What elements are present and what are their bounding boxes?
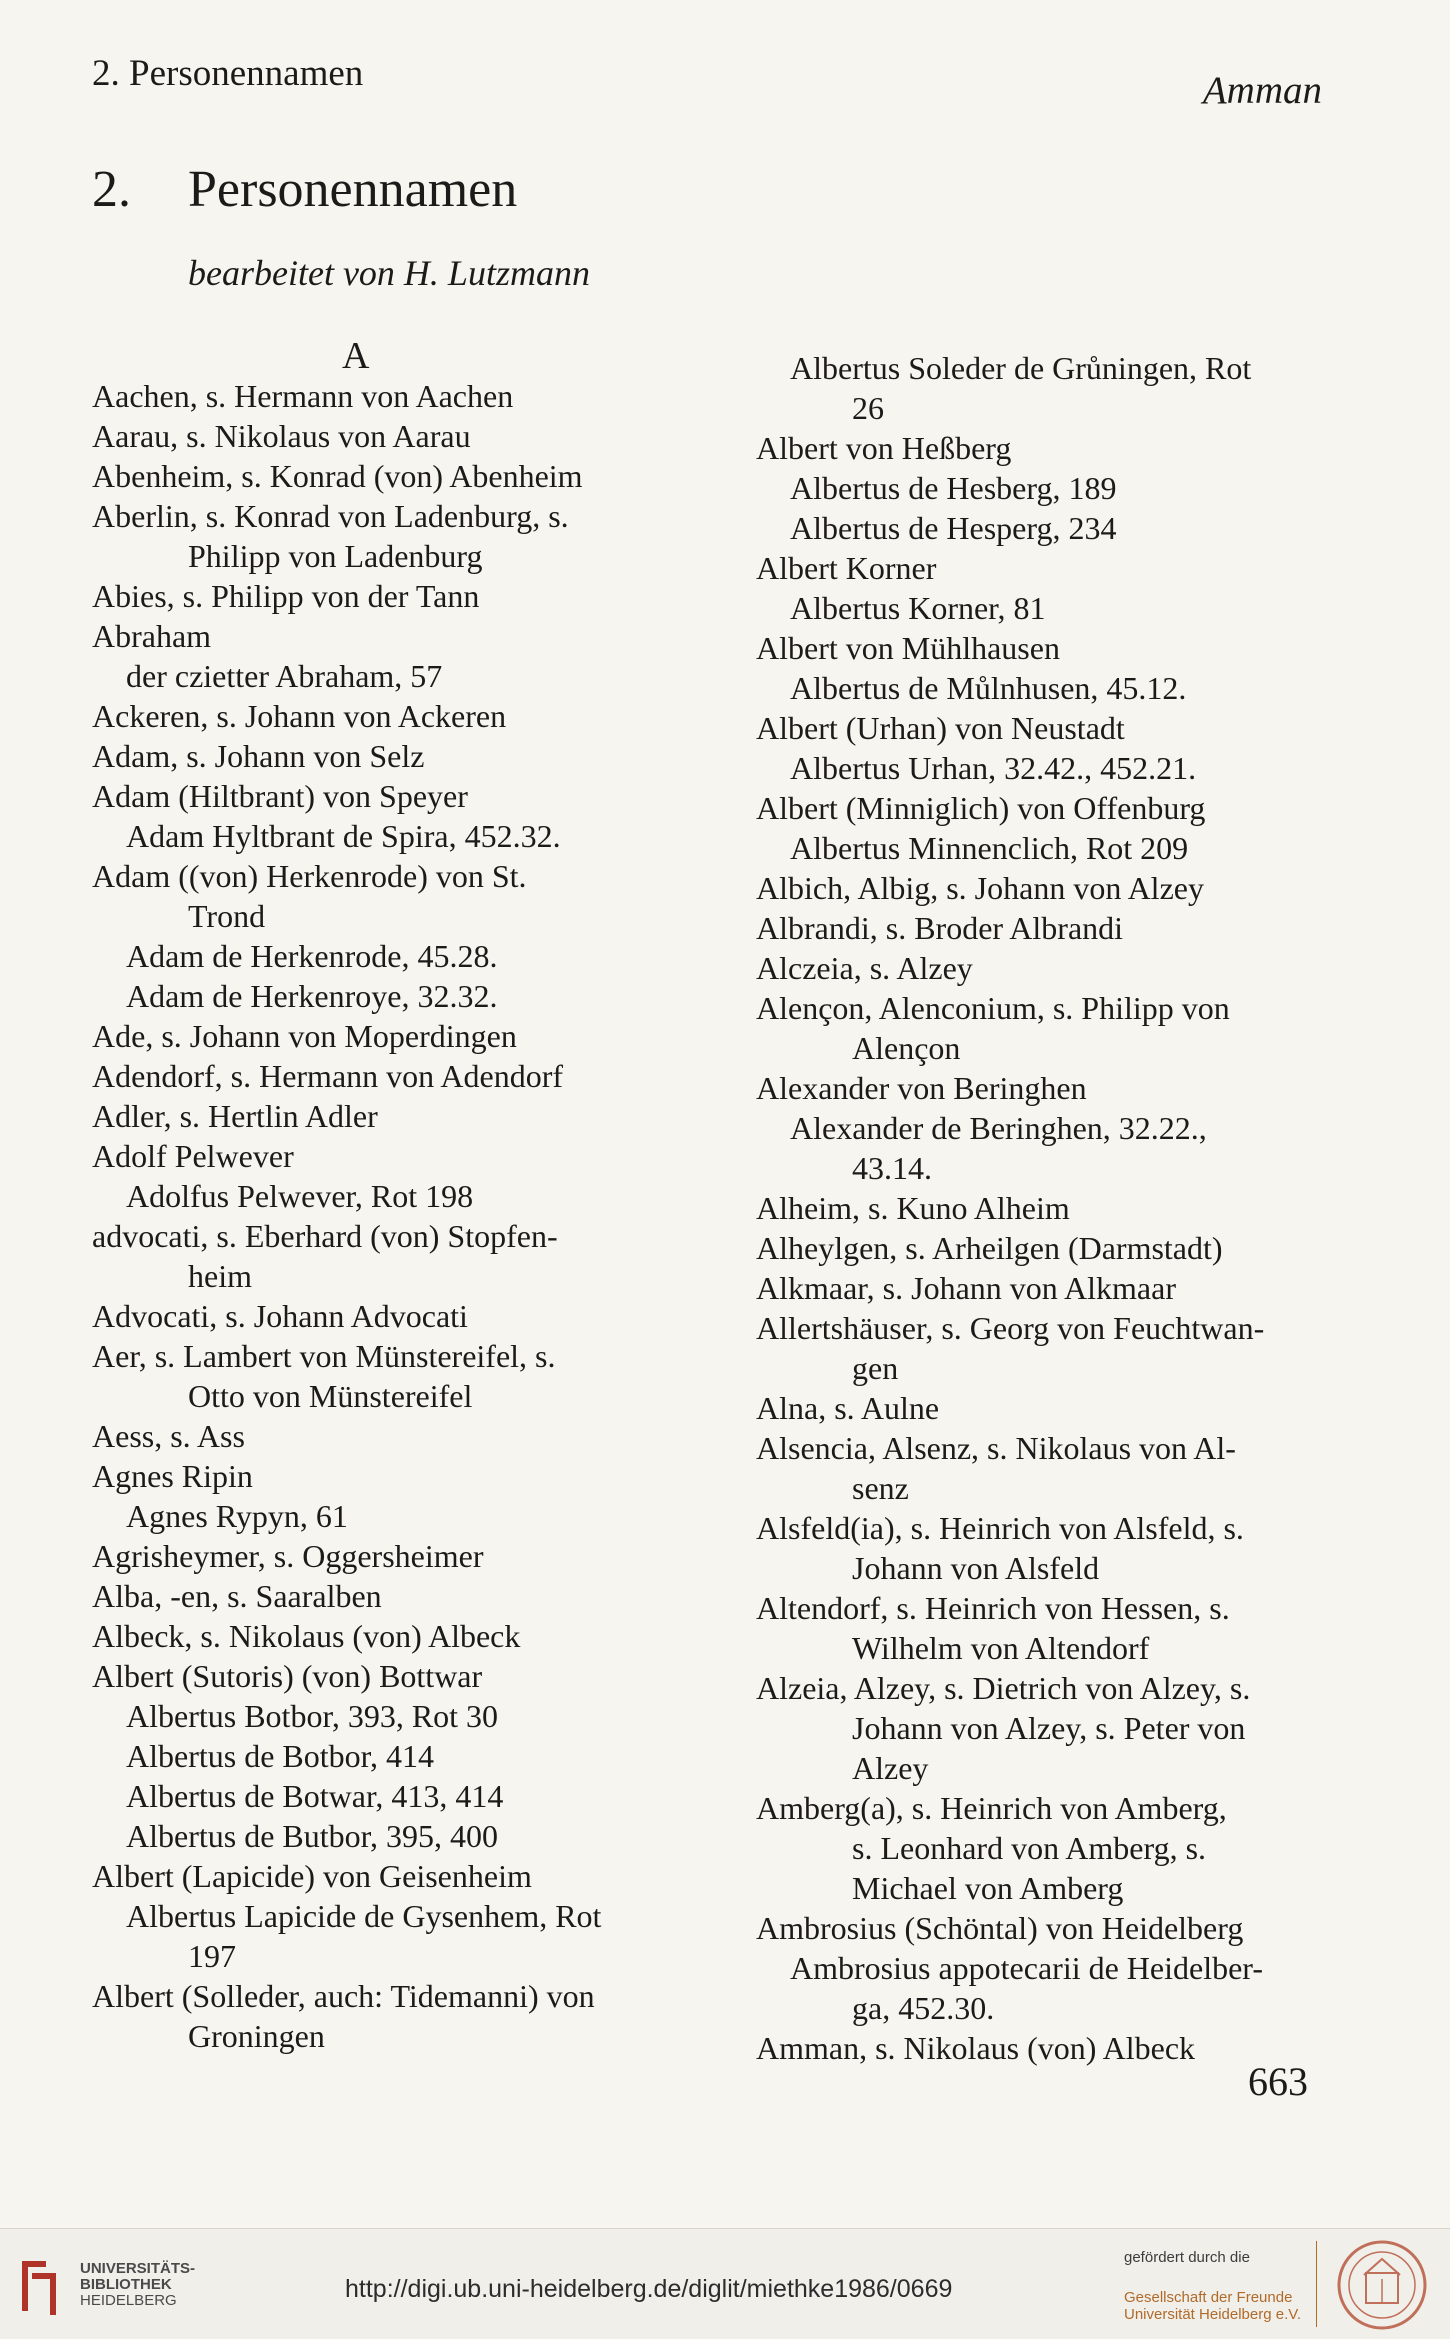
index-entry-line: Wilhelm von Altendorf (852, 1630, 1150, 1666)
sponsor-name-line: Gesellschaft der Freunde (1124, 2289, 1293, 2306)
index-entry-line: Albert (Lapicide) von Geisenheim (92, 1858, 532, 1894)
index-entry-line: Adolfus Pelwever, Rot 198 (126, 1178, 474, 1214)
library-name (80, 2261, 195, 2309)
index-entry-line: Albich, Albig, s. Johann von Alzey (756, 870, 1204, 906)
index-entry-line: Allertshäuser, s. Georg von Feuchtwan- (756, 1310, 1265, 1346)
index-entry-line: Albertus Urhan, 32.42., 452.21. (790, 750, 1197, 786)
index-entry-line: 43.14. (852, 1150, 932, 1186)
index-entry-line: Adam de Herkenrode, 45.28. (126, 938, 498, 974)
index-entry-line: Alna, s. Aulne (756, 1390, 940, 1426)
index-entry-line: Adam (Hiltbrant) von Speyer (92, 778, 468, 814)
sponsor-name (1124, 2289, 1301, 2323)
index-entry-line: Johann von Alzey, s. Peter von (852, 1710, 1246, 1746)
index-entry-line: Adam de Herkenroye, 32.32. (126, 978, 498, 1014)
running-header-left: 2. Personennamen (92, 53, 364, 94)
index-entry-line: Albert (Minniglich) von Offenburg (756, 790, 1206, 826)
index-entry-line: Aarau, s. Nikolaus von Aarau (92, 418, 471, 454)
index-entry-line: Albertus Botbor, 393, Rot 30 (126, 1698, 499, 1734)
index-entry-line: Albertus Soleder de Grůningen, Rot (790, 350, 1252, 386)
index-entry-line: Alba, -en, s. Saaralben (92, 1578, 382, 1614)
index-letter-heading: A (342, 335, 370, 377)
index-entry-line: Adolf Pelwever (92, 1138, 294, 1174)
index-entry-line: ga, 452.30. (852, 1990, 995, 2026)
index-entry-line: Amman, s. Nikolaus (von) Albeck (756, 2030, 1196, 2066)
index-entry-line: s. Leonhard von Amberg, s. (852, 1830, 1207, 1866)
index-entry-line: Aer, s. Lambert von Münstereifel, s. (92, 1338, 556, 1374)
index-entry-line: Aberlin, s. Konrad von Ladenburg, s. (92, 498, 569, 534)
index-entry-line: Albert (Solleder, auch: Tidemanni) von (92, 1978, 595, 2014)
index-entry-line: Albrandi, s. Broder Albrandi (756, 910, 1124, 946)
index-entry-line: Otto von Münstereifel (188, 1378, 473, 1414)
index-entry-line: Albertus de Botwar, 413, 414 (126, 1778, 504, 1814)
index-entry-line: Aachen, s. Hermann von Aachen (92, 378, 514, 414)
index-entry-line: senz (852, 1470, 909, 1506)
index-entry-line: Ambrosius (Schöntal) von Heidelberg (756, 1910, 1244, 1946)
page-number: 663 (1248, 2059, 1308, 2104)
index-entry-line: Ambrosius appotecarii de Heidelber- (790, 1950, 1263, 1986)
running-header-right: Amman (1202, 69, 1322, 112)
index-entry-line: Trond (188, 898, 266, 934)
index-entry-line: Advocati, s. Johann Advocati (92, 1298, 468, 1334)
permalink-url[interactable]: http://digi.ub.uni-heidelberg.de/diglit/miethke1986/0669 (345, 2275, 953, 2303)
index-entry-line: Alheylgen, s. Arheilgen (Darmstadt) (756, 1230, 1223, 1266)
section-number: 2. (92, 161, 131, 218)
index-entry-line: Albertus de Hesperg, 234 (790, 510, 1117, 546)
index-entry-line: Albert Korner (756, 550, 937, 586)
index-entry-line: Albert von Mühlhausen (756, 630, 1060, 666)
index-entry-line: Agnes Ripin (92, 1458, 253, 1494)
index-entry-line: Ade, s. Johann von Moperdingen (92, 1018, 517, 1054)
index-entry-line: Altendorf, s. Heinrich von Hessen, s. (756, 1590, 1230, 1626)
index-entry-line: advocati, s. Eberhard (von) Stopfen- (92, 1218, 558, 1254)
section-title-text: Personennamen (188, 161, 518, 218)
section-subtitle: bearbeitet von H. Lutzmann (188, 253, 590, 293)
sponsor-name-line: Universität Heidelberg e.V. (1124, 2306, 1302, 2323)
section-title (92, 160, 517, 219)
index-entry-line: Albeck, s. Nikolaus (von) Albeck (92, 1618, 521, 1654)
index-entry-line: Alexander de Beringhen, 32.22., (790, 1110, 1207, 1146)
index-entry-line: Abies, s. Philipp von der Tann (92, 578, 480, 614)
index-entry-line: Alsfeld(ia), s. Heinrich von Alsfeld, s. (756, 1510, 1244, 1546)
index-entry-line: Albertus Minnenclich, Rot 209 (790, 830, 1189, 866)
index-entry-line: Albert (Urhan) von Neustadt (756, 710, 1125, 746)
index-entry-line: Abraham (92, 618, 212, 654)
index-entry-line: Albertus Korner, 81 (790, 590, 1046, 626)
index-entry-line: Alexander von Beringhen (756, 1070, 1087, 1106)
index-entry-line: Alheim, s. Kuno Alheim (756, 1190, 1070, 1226)
index-entry-line: Adler, s. Hertlin Adler (92, 1098, 378, 1134)
index-entry-line: Albertus Lapicide de Gysenhem, Rot (126, 1898, 602, 1934)
index-entry-line: Philipp von Ladenburg (188, 538, 483, 574)
index-entry-line: Adam ((von) Herkenrode) von St. (92, 858, 527, 894)
university-seal-icon (1336, 2239, 1428, 2331)
index-entry-line: Alzeia, Alzey, s. Dietrich von Alzey, s. (756, 1670, 1251, 1706)
index-entry-line: Alczeia, s. Alzey (756, 950, 973, 986)
index-entry-line: Adendorf, s. Hermann von Adendorf (92, 1058, 563, 1094)
index-entry-line: Michael von Amberg (852, 1870, 1124, 1906)
index-entry-line: Amberg(a), s. Heinrich von Amberg, (756, 1790, 1227, 1826)
index-entry-line: Adam Hyltbrant de Spira, 452.32. (126, 818, 561, 854)
index-entry-line: Alzey (852, 1750, 929, 1786)
library-name-line: BIBLIOTHEK (80, 2276, 172, 2293)
index-entry-line: Albert (Sutoris) (von) Bottwar (92, 1658, 483, 1694)
index-entry-line: Johann von Alsfeld (852, 1550, 1100, 1586)
index-entry-line: Ackeren, s. Johann von Ackeren (92, 698, 507, 734)
index-entry-line: Aess, s. Ass (92, 1418, 245, 1454)
sponsor-divider (1316, 2241, 1317, 2327)
digitization-footer (0, 2228, 1450, 2339)
index-entry-line: Albertus de Botbor, 414 (126, 1738, 435, 1774)
index-entry-line: Agnes Rypyn, 61 (126, 1498, 348, 1534)
index-entry-line: der czietter Abraham, 57 (126, 658, 443, 694)
index-entry-line: Alkmaar, s. Johann von Alkmaar (756, 1270, 1176, 1306)
index-entry-line: 26 (852, 390, 884, 426)
index-entry-line: Groningen (188, 2018, 325, 2054)
index-entry-line: Albertus de Butbor, 395, 400 (126, 1818, 499, 1854)
index-entry-line: heim (188, 1258, 252, 1294)
index-entry-line: 197 (188, 1938, 236, 1974)
index-entry-line: Albert von Heßberg (756, 430, 1012, 466)
index-entry-line: Adam, s. Johann von Selz (92, 738, 425, 774)
index-entry-line: Abenheim, s. Konrad (von) Abenheim (92, 458, 583, 494)
library-logo-icon (16, 2253, 62, 2319)
library-name-line: UNIVERSITÄTS- (80, 2260, 196, 2277)
index-entry-line: Alençon (852, 1030, 961, 1066)
index-entry-line: Albertus de Hesberg, 189 (790, 470, 1117, 506)
index-entry-line: gen (852, 1350, 899, 1386)
index-entry-line: Albertus de Můlnhusen, 45.12. (790, 670, 1187, 706)
index-entry-line: Agrisheymer, s. Oggersheimer (92, 1538, 484, 1574)
sponsor-label: gefördert durch die (1124, 2249, 1250, 2266)
index-entry-line: Alençon, Alenconium, s. Philipp von (756, 990, 1230, 1026)
library-name-line: HEIDELBERG (80, 2292, 177, 2309)
index-entry-line: Alsencia, Alsenz, s. Nikolaus von Al- (756, 1430, 1236, 1466)
